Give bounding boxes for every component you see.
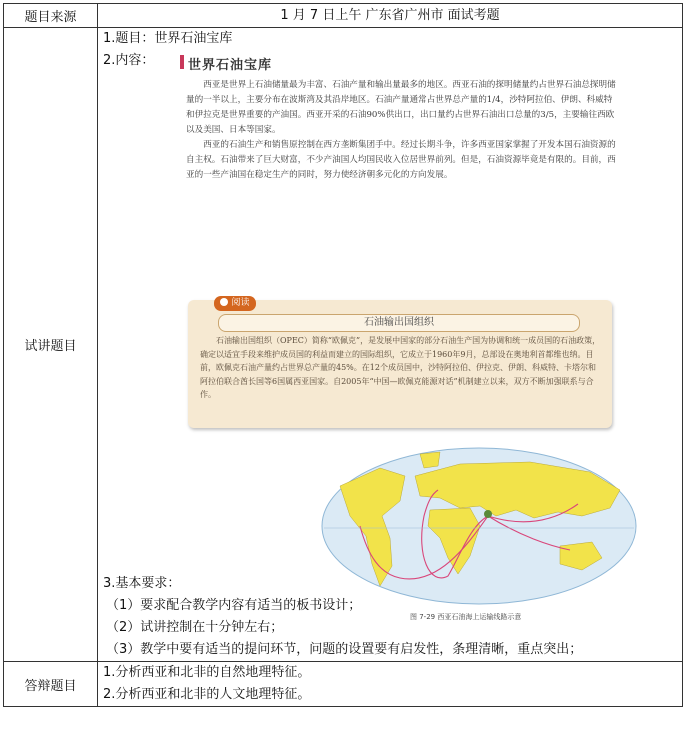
textbook-paragraph-1: 西亚是世界上石油储量最为丰富、石油产量和输出量最多的地区。西亚石油的探明储量约占世界石油总探明储量的一半以上，主要分布在波斯湾及其沿岸地区。石油产量通常占世界总产量的1/4，沙特阿拉伯、伊朗、科威特和伊拉克是世界重要的产油国。西亚开采的石油90%供出口，出口量约占世界石油出口总量的3/5，主要输往西欧以及美国、日本等国家。 bbox=[186, 80, 616, 135]
reading-paragraph: 石油输出国组织（OPEC）简称“欧佩克”，是发展中国家的部分石油生产国为协调和统一成员国的石油政策，确定以适宜手段来维护成员国的利益而建立的国际组织，它成立于1960年9月，总部设在奥地利首都维也纳。目前，欧佩克石油产量约占世界总产量的45%。在12个成员国中，沙特阿拉伯、伊拉克、伊朗、科威特、卡塔尔和阿拉伯联合酋长国等6国属西亚国家。自2005年“中国—欧佩克能源对话”机制建立以来，双方不断加强联系与合作。 bbox=[200, 336, 601, 399]
requirement-item: （1）要求配合教学内容有适当的板书设计； bbox=[106, 598, 362, 613]
defense-content bbox=[98, 662, 683, 707]
reading-badge-label: 阅读 bbox=[231, 298, 250, 308]
source-label: 题目来源 bbox=[4, 4, 98, 28]
trial-label: 试讲题目 bbox=[4, 28, 98, 662]
topic-line: 1.题目：世界石油宝库 bbox=[103, 31, 233, 46]
oil-route-map bbox=[320, 446, 638, 606]
trial-content bbox=[98, 28, 683, 662]
content-label: 2.内容： bbox=[103, 53, 155, 68]
defense-item: 1.分析西亚和北非的自然地理特征。 bbox=[103, 665, 311, 680]
requirement-item: （3）教学中要有适当的提问环节，问题的设置要有启发性，条理清晰，重点突出； bbox=[106, 642, 583, 657]
textbook-title: 世界石油宝库 bbox=[188, 54, 272, 73]
reading-badge bbox=[214, 296, 256, 311]
book-icon bbox=[220, 298, 228, 306]
trial-row bbox=[4, 28, 683, 662]
source-value: 1 月 7 日上午 广东省广州市 面试考题 bbox=[98, 4, 683, 28]
reading-title: 石油输出国组织 bbox=[218, 314, 580, 332]
exam-table bbox=[3, 3, 683, 707]
defense-label: 答辩题目 bbox=[4, 662, 98, 707]
reading-body bbox=[200, 334, 602, 402]
textbook-paragraph-2: 西亚的石油生产和销售原控制在西方垄断集团手中。经过长期斗争，许多西亚国家掌握了开发本国石油资源的自主权。石油带来了巨大财富，不少产油国人均国民收入位居世界前列。但是，石油资源毕竟是有限的。目前，西亚的一些产油国在稳定生产的同时，努力使经济朝多元化的方向发展。 bbox=[186, 140, 616, 180]
defense-row bbox=[4, 662, 683, 707]
requirement-item: （2）试讲控制在十分钟左右； bbox=[106, 620, 284, 635]
defense-item: 2.分析西亚和北非的人文地理特征。 bbox=[103, 687, 311, 702]
requirements-label: 3.基本要求： bbox=[103, 576, 181, 591]
persian-gulf-marker bbox=[484, 510, 492, 518]
map-caption: 图 7-29 西亚石油海上运输线路示意 bbox=[410, 613, 522, 621]
textbook-body bbox=[186, 78, 616, 183]
header-row bbox=[4, 4, 683, 28]
